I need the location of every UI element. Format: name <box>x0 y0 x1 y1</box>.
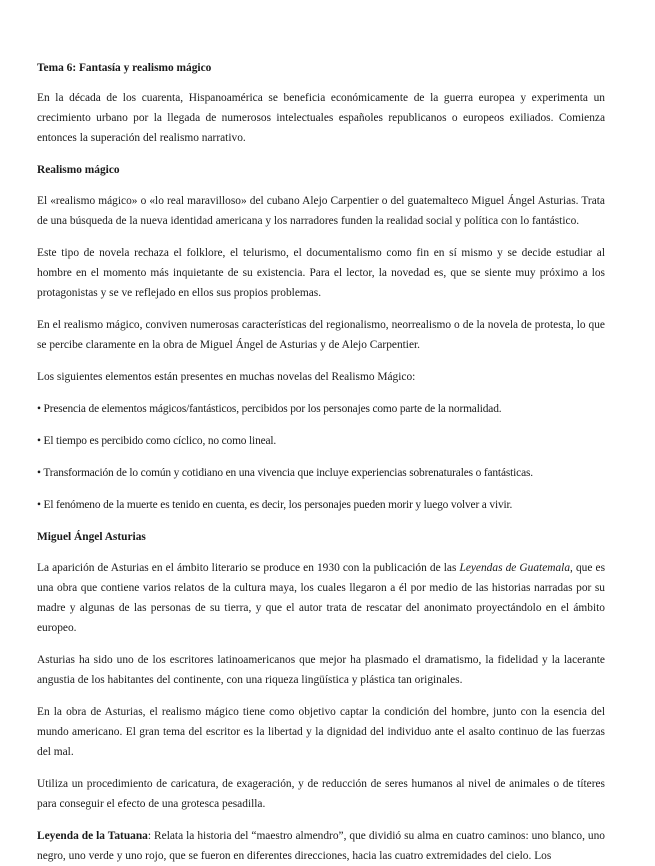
asturias-paragraph-3: En la obra de Asturias, el realismo mágico tiene como objetivo captar la condición del hombre, junto con la esencia del mundo americano. El gran tema del escritor es la libertad y la dignidad del individuo ante el asalto continuo de las fuerzas del mal. <box>37 706 605 758</box>
bullet-item: • El tiempo es percibido como cíclico, no como lineal. <box>37 435 277 447</box>
leyenda-tatuana-text: : Relata la historia del “maestro almendro”, que dividió su alma en cuatro caminos: uno blanco, uno negro, uno verde y uno rojo, que se fueron en diferentes direcciones, hacia las cuatro extremidades del cielo. Los <box>37 830 605 862</box>
section-heading-asturias: Miguel Ángel Asturias <box>37 531 146 543</box>
asturias-paragraph-5 <box>37 826 605 866</box>
document-title: Tema 6: Fantasía y realismo mágico <box>37 62 212 74</box>
bullet-item: • Transformación de lo común y cotidiano en una vivencia que incluye experiencias sobrenaturales o fantásticas. <box>37 467 533 479</box>
asturias-p1-after: , que es una obra que contiene varios relatos de la cultura maya, los cuales llegaron a él por medio de las historias narradas por su madre y algunas de las personas de su tierra, y que el autor trata de rescatar del anonimato proyectándolo en el ámbito europeo. <box>37 562 605 634</box>
asturias-paragraph-1 <box>37 558 605 638</box>
realismo-paragraph-2: Este tipo de novela rechaza el folklore, el telurismo, el documentalismo como fin en sí mismo y se decide estudiar al hombre en el momento más inquietante de su existencia. Para el lector, la novedad es, que se siente muy próximo a los protagonistas y se ve reflejado en ellos sus propios problemas. <box>37 247 605 299</box>
intro-paragraph: En la década de los cuarenta, Hispanoamérica se beneficia económicamente de la guerra europea y experimenta un crecimiento urbano por la llegada de numerosos intelectuales españoles republicanos o europeos exiliados. Comienza entonces la superación del realismo narrativo. <box>37 92 605 144</box>
realismo-paragraph-3: En el realismo mágico, conviven numerosas características del regionalismo, neorrealismo o de la novela de protesta, lo que se percibe claramente en la obra de Miguel Ángel de Asturias y de Alejo Carpentier. <box>37 319 605 351</box>
bullet-item: • Presencia de elementos mágicos/fantásticos, percibidos por los personajes como parte de la normalidad. <box>37 403 502 415</box>
realismo-paragraph-4: Los siguientes elementos están presentes en muchas novelas del Realismo Mágico: <box>37 371 416 383</box>
leyenda-tatuana-title: Leyenda de la Tatuana <box>37 830 148 842</box>
asturias-p1-before: La aparición de Asturias en el ámbito literario se produce en 1930 con la publicación de las <box>37 562 460 574</box>
realismo-paragraph-1: El «realismo mágico» o «lo real maravilloso» del cubano Alejo Carpentier o del guatemalteco Miguel Ángel Asturias. Trata de una búsqueda de la nueva identidad americana y los narradores funden la realidad social y política con lo fantástico. <box>37 195 605 227</box>
asturias-paragraph-4: Utiliza un procedimiento de caricatura, de exageración, y de reducción de seres humanos al nivel de animales o de títeres para conseguir el efecto de una grotesca pesadilla. <box>37 778 605 810</box>
book-title-leyendas: Leyendas de Guatemala <box>459 562 571 574</box>
bullet-item: • El fenómeno de la muerte es tenido en cuenta, es decir, los personajes pueden morir y luego volver a vivir. <box>37 499 513 511</box>
section-heading-realismo: Realismo mágico <box>37 164 120 176</box>
asturias-paragraph-2: Asturias ha sido uno de los escritores latinoamericanos que mejor ha plasmado el dramatismo, la fidelidad y la lacerante angustia de los habitantes del continente, con una riqueza lingüística y plástica tan originales. <box>37 654 605 686</box>
